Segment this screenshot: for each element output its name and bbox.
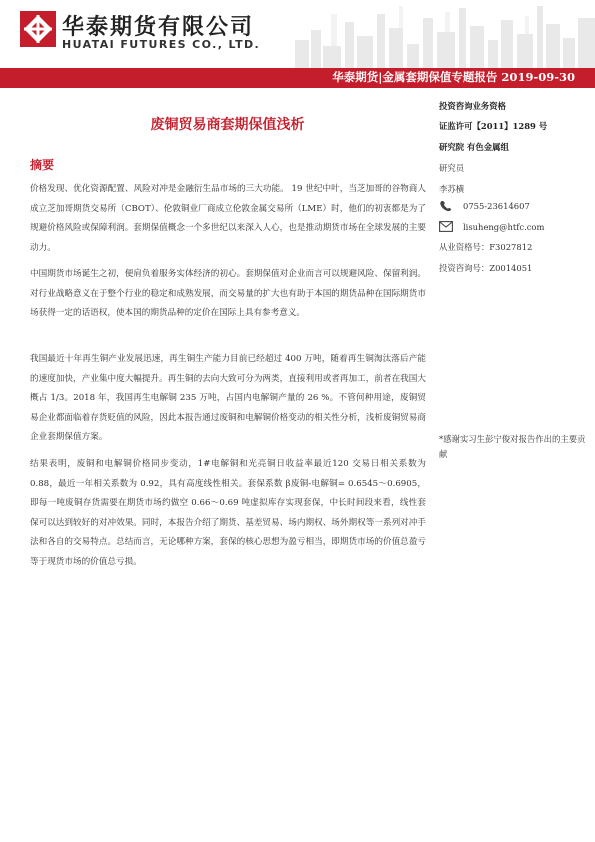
report-title: 废铜贸易商套期保值浅析 xyxy=(150,117,305,133)
advisory-number: 投资咨询号：Z0014051 xyxy=(439,263,533,273)
email-address[interactable]: lisuheng@htfc.com xyxy=(463,221,545,232)
email-icon xyxy=(439,221,453,232)
practice-qualification-number: 从业资格号：F3027812 xyxy=(439,242,533,252)
phone-number: 0755-23614607 xyxy=(463,201,530,211)
phone-icon xyxy=(439,200,453,212)
license-number: 证监许可【2011】1289 号 xyxy=(439,121,548,131)
abstract-paragraph-4: 结果表明，废铜和电解铜价格同步变动，1#电解铜和光亮铜日收益率最近120 交易日相关系数为 0.88，最近一年相关系数为 0.92，具有高度线性相关。套保系数 β废铜-电解铜= 0.6545～0.6905，即每一吨废铜存货需要在期货市场约做空 0.66～0.69 吨虚拟库存实现套保，中长时间段来看，线性套保可以达到较好的对冲效果。同时，本报告介绍了期货、基差贸易、场内期权、场外期权等一系列对冲手法和各自的交易特点。总结而言，无论哪种方案，套保的核心思想为盈亏相当，即期货市场的价值总盈亏等于现货市场的价值总亏损。 xyxy=(30,459,426,567)
abstract-paragraph-3: 我国最近十年再生铜产业发展迅速，再生铜生产能力目前已经超过 400 万吨，随着再生铜淘汰落后产能的速度加快，产业集中度大幅提升。再生铜的去向大致可分为两类，直接利用或者再加工，前者在我国大概占 1/3。2018 年，我国再生电解铜 235 万吨，占国内电解铜产量的 26 %。不管何种用途，废铜贸易企业都面临着存货贬值的风险，因此本报告通过废铜和电解铜价格变动的相关性分析，浅析废铜贸易商企业套期保值方案。 xyxy=(30,354,426,442)
city-skyline-decoration xyxy=(295,0,595,68)
abstract-heading: 摘要 xyxy=(30,158,55,172)
page-header xyxy=(0,0,595,70)
qualification-label: 投资咨询业务资格 xyxy=(439,101,506,111)
email-row xyxy=(439,221,544,232)
report-banner xyxy=(0,68,595,88)
company-name-cn: 华泰期货有限公司 xyxy=(62,15,255,40)
researcher-label: 研究员 xyxy=(439,163,465,173)
acknowledgement-note: *感谢实习生彭宁俊对报告作出的主要贡献 xyxy=(439,434,586,459)
huatai-logo-icon xyxy=(20,11,56,47)
banner-text: 华泰期货|金属套期保值专题报告 2019-09-30 xyxy=(332,70,575,84)
institute-group: 研究院 有色金属组 xyxy=(439,142,509,152)
abstract-paragraph-1: 价格发现、优化资源配置、风险对冲是金融衍生品市场的三大功能。 19 世纪中叶，当芝加哥的谷物商人成立芝加哥期货交易所（CBOT）、伦敦铜业厂商成立伦敦金属交易所（LME）时，他们的初衷都是为了规避价格风险或保障利润。套期保值概念一个多世纪以来深入人心，也是推动期货市场在全球发展的主要动力。 xyxy=(30,184,426,253)
researcher-name: 李苏横 xyxy=(439,184,465,194)
company-name-en: HUATAI FUTURES CO., LTD. xyxy=(62,38,261,51)
phone-row xyxy=(439,200,530,212)
abstract-paragraph-2: 中国期货市场诞生之初，便肩负着服务实体经济的初心。套期保值对企业而言可以规避风险、保留利润。对行业战略意义在于整个行业的稳定和成熟发展，而交易量的扩大也有助于本国的期货品种在国际期货市场获得一定的话语权，使本国的期货品种的定价在国际上具有参考意义。 xyxy=(30,269,426,318)
